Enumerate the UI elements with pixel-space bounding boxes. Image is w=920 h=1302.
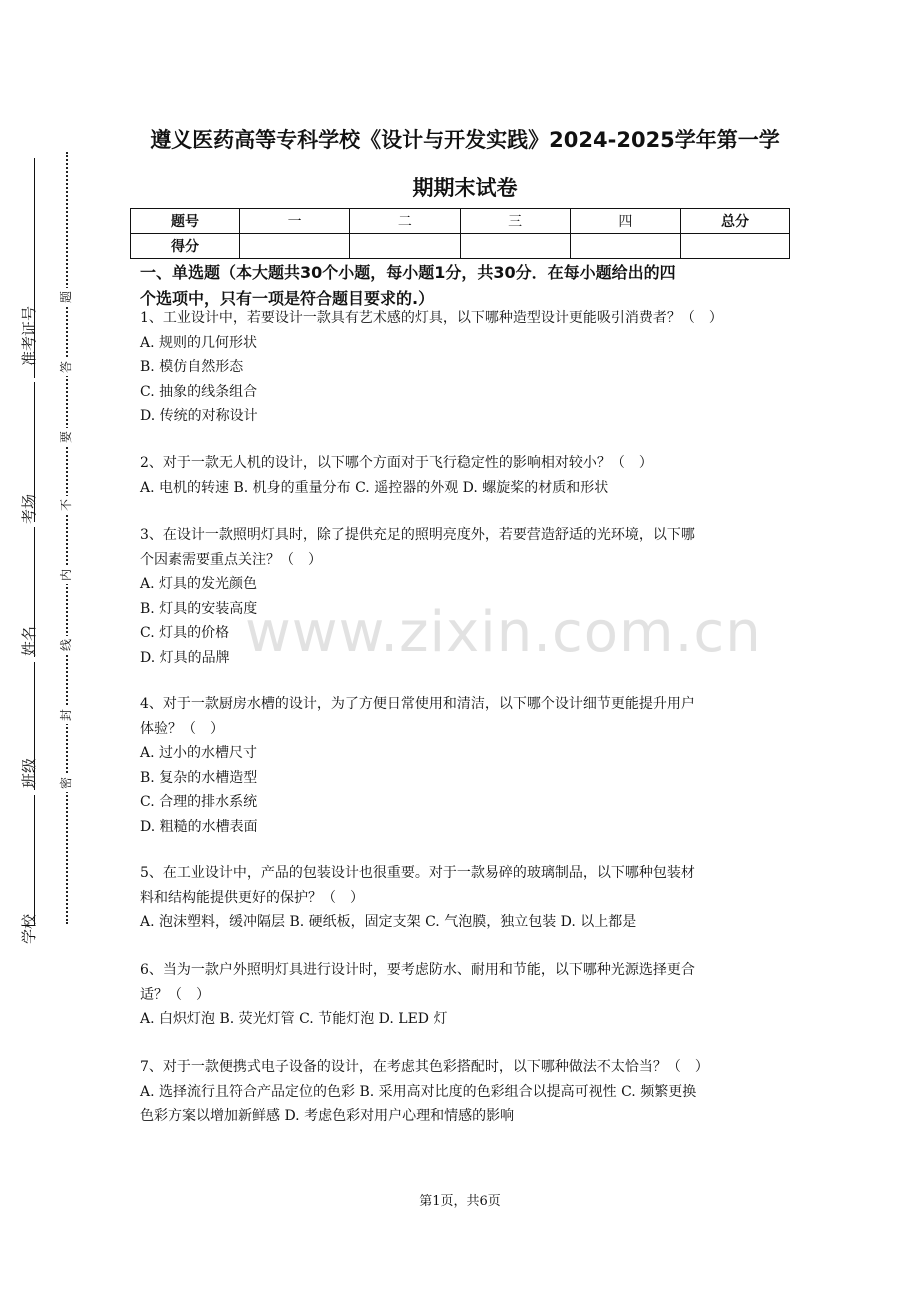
section-heading-line: 一、单选题（本大题共30个小题，每小题1分，共30分．在每小题给出的四 bbox=[140, 263, 676, 282]
margin-label: 班级 bbox=[20, 758, 38, 789]
question-option[interactable]: B. 模仿自然形态 bbox=[140, 359, 244, 375]
margin-line bbox=[34, 382, 35, 522]
question-option[interactable]: 色彩方案以增加新鲜感 D. 考虑色彩对用户心理和情感的影响 bbox=[140, 1108, 515, 1124]
question-6 bbox=[140, 958, 790, 1032]
question-option[interactable]: B. 复杂的水槽造型 bbox=[140, 769, 258, 786]
question-2 bbox=[140, 451, 790, 500]
score-header-cell: 三 bbox=[460, 209, 570, 234]
score-row-label: 得分 bbox=[131, 234, 240, 259]
question-stem: 4、对于一款厨房水槽的设计，为了方便日常使用和清洁，以下哪个设计细节更能提升用户 bbox=[140, 696, 695, 712]
score-blank-cell[interactable] bbox=[460, 234, 570, 259]
margin-label: 考场 bbox=[20, 494, 38, 525]
score-blank-cell[interactable] bbox=[570, 234, 680, 259]
question-option[interactable]: A. 规则的几何形状 bbox=[140, 334, 258, 351]
question-option[interactable]: D. 传统的对称设计 bbox=[140, 408, 258, 424]
question-7 bbox=[140, 1055, 790, 1129]
question-option[interactable]: A. 白炽灯泡 B. 荧光灯管 C. 节能灯泡 D. LED 灯 bbox=[140, 1011, 448, 1027]
question-option[interactable]: C. 合理的排水系统 bbox=[140, 794, 258, 810]
question-stem: 2、对于一款无人机的设计，以下哪个方面对于飞行稳定性的影响相对较小？（ ） bbox=[140, 455, 653, 471]
question-option[interactable]: A. 过小的水槽尺寸 bbox=[140, 745, 258, 761]
seal-char: 答 bbox=[57, 358, 75, 376]
question-stem: 6、当为一款户外照明灯具进行设计时，要考虑防水、耐用和节能，以下哪种光源选择更合 bbox=[140, 962, 695, 978]
question-1 bbox=[140, 306, 790, 429]
score-header-cell: 题号 bbox=[131, 209, 240, 234]
question-option[interactable]: A. 泡沫塑料，缓冲隔层 B. 硬纸板，固定支架 C. 气泡膜，独立包装 D. 以上都是 bbox=[140, 914, 637, 930]
seal-char: 线 bbox=[57, 636, 75, 654]
question-stem: 适？（ ） bbox=[140, 986, 210, 1003]
section-heading bbox=[140, 260, 800, 312]
margin-line bbox=[34, 527, 35, 657]
section-heading-line: 个选项中，只有一项是符合题目要求的.） bbox=[140, 289, 435, 308]
score-header-cell: 二 bbox=[350, 209, 460, 234]
question-stem: 料和结构能提供更好的保护？（ ） bbox=[140, 889, 364, 906]
score-blank-cell[interactable] bbox=[350, 234, 460, 259]
question-option[interactable]: C. 抽象的线条组合 bbox=[140, 383, 258, 400]
question-5 bbox=[140, 861, 790, 935]
score-header-cell: 一 bbox=[240, 209, 350, 234]
score-blank-cell[interactable] bbox=[240, 234, 350, 259]
question-stem: 1、工业设计中，若要设计一款具有艺术感的灯具，以下哪种造型设计更能吸引消费者？（ ） bbox=[140, 310, 723, 326]
seal-char: 不 bbox=[57, 496, 75, 514]
seal-char: 题 bbox=[57, 288, 75, 306]
seal-char: 要 bbox=[57, 428, 75, 446]
question-option[interactable]: B. 灯具的安装高度 bbox=[140, 600, 258, 617]
question-stem: 3、在设计一款照明灯具时，除了提供充足的照明亮度外，若要营造舒适的光环境，以下哪 bbox=[140, 527, 695, 543]
margin-field-exam-number bbox=[12, 300, 46, 400]
exam-title-line1: 遵义医药高等专科学校《设计与开发实践》2024-2025学年第一学 bbox=[150, 128, 780, 152]
score-table-header-row bbox=[131, 209, 790, 234]
question-stem: 7、对于一款便携式电子设备的设计，在考虑其色彩搭配时，以下哪种做法不太恰当？（ ） bbox=[140, 1059, 709, 1075]
margin-field-name bbox=[12, 612, 46, 672]
question-4 bbox=[140, 692, 790, 839]
question-option[interactable]: D. 灯具的品牌 bbox=[140, 649, 230, 666]
exam-title-line2: 期期末试卷 bbox=[412, 176, 518, 200]
margin-line bbox=[34, 662, 35, 790]
margin-label: 准考证号 bbox=[20, 305, 38, 366]
score-header-cell: 总分 bbox=[681, 209, 790, 234]
question-option[interactable]: C. 灯具的价格 bbox=[140, 625, 230, 641]
seal-char: 密 bbox=[57, 774, 75, 792]
page-footer: 第1页，共6页 bbox=[419, 1194, 501, 1209]
seal-char: 内 bbox=[57, 566, 75, 584]
seal-char: 封 bbox=[57, 706, 75, 724]
question-stem: 5、在工业设计中，产品的包装设计也很重要。对于一款易碎的玻璃制品，以下哪种包装材 bbox=[140, 865, 695, 881]
margin-line bbox=[34, 795, 35, 925]
seal-dotted-line bbox=[66, 152, 68, 924]
question-option[interactable]: A. 灯具的发光颜色 bbox=[140, 576, 258, 592]
watermark: www.zixin.com.cn bbox=[245, 600, 762, 665]
question-option[interactable]: D. 粗糙的水槽表面 bbox=[140, 818, 258, 835]
margin-field-school bbox=[12, 900, 46, 960]
margin-label: 学校 bbox=[20, 914, 38, 945]
question-stem: 个因素需要重点关注？（ ） bbox=[140, 551, 322, 568]
score-table-score-row bbox=[131, 234, 790, 259]
score-blank-cell[interactable] bbox=[681, 234, 790, 259]
margin-label: 姓名 bbox=[20, 626, 38, 657]
margin-field-class bbox=[12, 744, 46, 804]
margin-line bbox=[34, 158, 35, 378]
margin-field-exam-room bbox=[12, 480, 46, 540]
question-stem: 体验？（ ） bbox=[140, 720, 224, 737]
question-option[interactable]: A. 选择流行且符合产品定位的色彩 B. 采用高对比度的色彩组合以提高可视性 C. 频繁更换 bbox=[140, 1083, 697, 1100]
question-option[interactable]: A. 电机的转速 B. 机身的重量分布 C. 遥控器的外观 D. 螺旋桨的材质和形状 bbox=[140, 479, 609, 496]
score-header-cell: 四 bbox=[570, 209, 680, 234]
score-table bbox=[130, 208, 790, 259]
